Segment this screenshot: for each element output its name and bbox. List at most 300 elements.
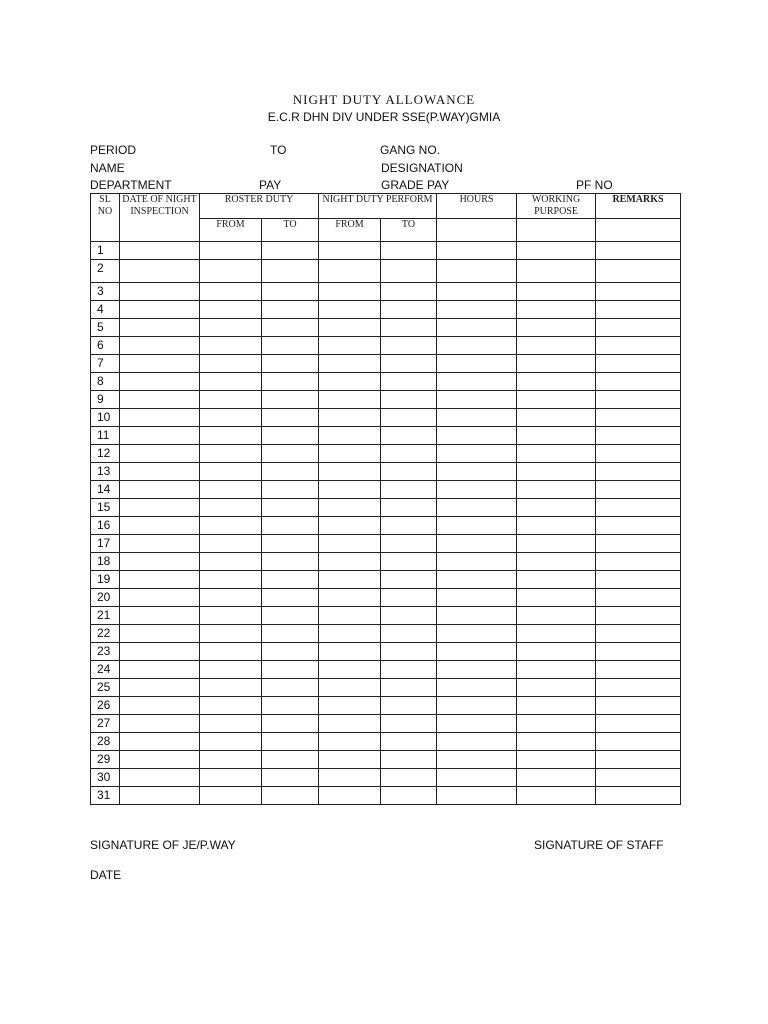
entry-cell[interactable] xyxy=(319,409,381,427)
entry-cell[interactable] xyxy=(319,481,381,499)
entry-cell[interactable] xyxy=(437,715,517,733)
entry-cell[interactable] xyxy=(596,427,681,445)
row-number: 21 xyxy=(91,607,120,625)
row-number: 8 xyxy=(91,373,120,391)
entry-cell[interactable] xyxy=(381,283,437,301)
row-number: 27 xyxy=(91,715,120,733)
entry-cell[interactable] xyxy=(319,283,381,301)
entry-cell[interactable] xyxy=(262,337,319,355)
entry-cell[interactable] xyxy=(319,355,381,373)
entry-cell[interactable] xyxy=(262,715,319,733)
entry-cell[interactable] xyxy=(120,661,200,679)
entry-cell[interactable] xyxy=(517,607,596,625)
table-row xyxy=(91,715,681,733)
entry-cell[interactable] xyxy=(120,283,200,301)
entry-cell[interactable] xyxy=(437,319,517,337)
form-title: NIGHT DUTY ALLOWANCE xyxy=(292,92,476,107)
entry-cell[interactable] xyxy=(596,337,681,355)
entry-cell[interactable] xyxy=(437,481,517,499)
row-number: 22 xyxy=(91,625,120,643)
entry-cell[interactable] xyxy=(120,319,200,337)
entry-cell[interactable] xyxy=(596,463,681,481)
entry-cell[interactable] xyxy=(596,409,681,427)
entry-cell[interactable] xyxy=(120,607,200,625)
pf-no-label: PF NO xyxy=(576,178,613,192)
entry-cell[interactable] xyxy=(120,409,200,427)
entry-cell[interactable] xyxy=(596,769,681,787)
entry-cell[interactable] xyxy=(120,769,200,787)
entry-cell[interactable] xyxy=(517,787,596,805)
entry-cell[interactable] xyxy=(319,553,381,571)
entry-cell[interactable] xyxy=(120,517,200,535)
entry-cell[interactable] xyxy=(262,409,319,427)
entry-cell[interactable] xyxy=(120,697,200,715)
entry-cell[interactable] xyxy=(120,589,200,607)
entry-cell[interactable] xyxy=(381,445,437,463)
entry-cell[interactable] xyxy=(262,355,319,373)
entry-cell[interactable] xyxy=(437,769,517,787)
entry-cell[interactable] xyxy=(200,517,262,535)
entry-cell[interactable] xyxy=(319,625,381,643)
entry-cell[interactable] xyxy=(120,751,200,769)
entry-cell[interactable] xyxy=(200,679,262,697)
entry-cell[interactable] xyxy=(596,242,681,260)
entry-cell[interactable] xyxy=(262,391,319,409)
entry-cell[interactable] xyxy=(200,697,262,715)
entry-cell[interactable] xyxy=(120,373,200,391)
entry-cell[interactable] xyxy=(120,679,200,697)
entry-cell[interactable] xyxy=(319,715,381,733)
entry-cell[interactable] xyxy=(319,260,381,283)
entry-cell[interactable] xyxy=(262,733,319,751)
entry-cell[interactable] xyxy=(596,553,681,571)
table-row xyxy=(91,553,681,571)
entry-cell[interactable] xyxy=(437,643,517,661)
header-remarks: REMARKS xyxy=(596,194,681,219)
entry-cell[interactable] xyxy=(200,409,262,427)
entry-cell[interactable] xyxy=(596,391,681,409)
entry-cell[interactable] xyxy=(517,242,596,260)
entry-cell[interactable] xyxy=(437,589,517,607)
entry-cell[interactable] xyxy=(381,553,437,571)
entry-cell[interactable] xyxy=(381,751,437,769)
row-number: 14 xyxy=(91,481,120,499)
entry-cell[interactable] xyxy=(517,769,596,787)
entry-cell[interactable] xyxy=(596,283,681,301)
entry-cell[interactable] xyxy=(319,445,381,463)
entry-cell[interactable] xyxy=(120,242,200,260)
entry-cell[interactable] xyxy=(517,679,596,697)
entry-cell[interactable] xyxy=(200,481,262,499)
entry-cell[interactable] xyxy=(517,715,596,733)
entry-cell[interactable] xyxy=(120,355,200,373)
entry-cell[interactable] xyxy=(517,499,596,517)
entry-cell[interactable] xyxy=(381,697,437,715)
entry-cell[interactable] xyxy=(517,463,596,481)
entry-cell[interactable] xyxy=(437,607,517,625)
entry-cell[interactable] xyxy=(596,319,681,337)
entry-cell[interactable] xyxy=(381,409,437,427)
entry-cell[interactable] xyxy=(120,337,200,355)
entry-cell[interactable] xyxy=(517,409,596,427)
entry-cell[interactable] xyxy=(262,679,319,697)
entry-cell[interactable] xyxy=(517,571,596,589)
entry-cell[interactable] xyxy=(437,283,517,301)
entry-cell[interactable] xyxy=(437,391,517,409)
entry-cell[interactable] xyxy=(262,697,319,715)
entry-cell[interactable] xyxy=(262,589,319,607)
entry-cell[interactable] xyxy=(319,697,381,715)
entry-cell[interactable] xyxy=(596,301,681,319)
entry-cell[interactable] xyxy=(437,517,517,535)
entry-cell[interactable] xyxy=(120,733,200,751)
table-row xyxy=(91,517,681,535)
entry-cell[interactable] xyxy=(200,319,262,337)
allowance-table xyxy=(90,193,681,805)
entry-cell[interactable] xyxy=(262,751,319,769)
entry-cell[interactable] xyxy=(517,589,596,607)
row-number: 20 xyxy=(91,589,120,607)
entry-cell[interactable] xyxy=(596,260,681,283)
entry-cell[interactable] xyxy=(200,787,262,805)
table-row xyxy=(91,337,681,355)
entry-cell[interactable] xyxy=(200,355,262,373)
table-row xyxy=(91,283,681,301)
entry-cell[interactable] xyxy=(596,643,681,661)
row-number: 19 xyxy=(91,571,120,589)
entry-cell[interactable] xyxy=(596,607,681,625)
entry-cell[interactable] xyxy=(262,643,319,661)
entry-cell[interactable] xyxy=(319,733,381,751)
table-row xyxy=(91,571,681,589)
entry-cell[interactable] xyxy=(200,499,262,517)
entry-cell[interactable] xyxy=(200,463,262,481)
department-label: DEPARTMENT xyxy=(90,178,172,192)
entry-cell[interactable] xyxy=(262,661,319,679)
entry-cell[interactable] xyxy=(381,337,437,355)
entry-cell[interactable] xyxy=(381,571,437,589)
header-date-of-night-inspection: DATE OF NIGHT INSPECTION xyxy=(120,194,200,242)
entry-cell[interactable] xyxy=(200,625,262,643)
row-number: 30 xyxy=(91,769,120,787)
entry-cell[interactable] xyxy=(517,445,596,463)
entry-cell[interactable] xyxy=(437,373,517,391)
row-number: 24 xyxy=(91,661,120,679)
entry-cell[interactable] xyxy=(120,481,200,499)
entry-cell[interactable] xyxy=(437,355,517,373)
table-row xyxy=(91,409,681,427)
table-row xyxy=(91,787,681,805)
entry-cell[interactable] xyxy=(517,553,596,571)
entry-cell[interactable] xyxy=(262,301,319,319)
entry-cell[interactable] xyxy=(262,445,319,463)
row-number: 3 xyxy=(91,283,120,301)
entry-cell[interactable] xyxy=(120,301,200,319)
entry-cell[interactable] xyxy=(381,517,437,535)
entry-cell[interactable] xyxy=(262,517,319,535)
name-label: NAME xyxy=(90,161,125,175)
entry-cell[interactable] xyxy=(517,283,596,301)
entry-cell[interactable] xyxy=(596,697,681,715)
entry-cell[interactable] xyxy=(517,319,596,337)
row-number: 10 xyxy=(91,409,120,427)
entry-cell[interactable] xyxy=(381,301,437,319)
entry-cell[interactable] xyxy=(200,373,262,391)
header-roster-to: TO xyxy=(262,219,319,242)
entry-cell[interactable] xyxy=(437,337,517,355)
row-number: 17 xyxy=(91,535,120,553)
entry-cell[interactable] xyxy=(517,535,596,553)
entry-cell[interactable] xyxy=(437,733,517,751)
entry-cell[interactable] xyxy=(596,589,681,607)
entry-cell[interactable] xyxy=(381,427,437,445)
table-row xyxy=(91,769,681,787)
entry-cell[interactable] xyxy=(200,260,262,283)
to-label: TO xyxy=(270,143,287,157)
entry-cell[interactable] xyxy=(381,373,437,391)
entry-cell[interactable] xyxy=(200,661,262,679)
entry-cell[interactable] xyxy=(517,391,596,409)
entry-cell[interactable] xyxy=(200,283,262,301)
entry-cell[interactable] xyxy=(120,391,200,409)
entry-cell[interactable] xyxy=(596,787,681,805)
entry-cell[interactable] xyxy=(120,463,200,481)
entry-cell[interactable] xyxy=(517,373,596,391)
entry-cell[interactable] xyxy=(381,463,437,481)
entry-cell[interactable] xyxy=(596,373,681,391)
entry-cell[interactable] xyxy=(381,535,437,553)
entry-cell[interactable] xyxy=(437,499,517,517)
entry-cell[interactable] xyxy=(200,391,262,409)
table-row xyxy=(91,625,681,643)
entry-cell[interactable] xyxy=(319,751,381,769)
entry-cell[interactable] xyxy=(120,787,200,805)
entry-cell[interactable] xyxy=(120,625,200,643)
entry-cell[interactable] xyxy=(319,337,381,355)
entry-cell[interactable] xyxy=(381,643,437,661)
entry-cell[interactable] xyxy=(437,679,517,697)
entry-cell[interactable] xyxy=(319,319,381,337)
entry-cell[interactable] xyxy=(200,607,262,625)
entry-cell[interactable] xyxy=(381,625,437,643)
entry-cell[interactable] xyxy=(120,499,200,517)
entry-cell[interactable] xyxy=(381,391,437,409)
entry-cell[interactable] xyxy=(381,769,437,787)
entry-cell[interactable] xyxy=(262,625,319,643)
entry-cell[interactable] xyxy=(262,373,319,391)
entry-cell[interactable] xyxy=(517,661,596,679)
entry-cell[interactable] xyxy=(262,553,319,571)
entry-cell[interactable] xyxy=(437,697,517,715)
entry-cell[interactable] xyxy=(596,625,681,643)
entry-cell[interactable] xyxy=(381,679,437,697)
header-roster-from: FROM xyxy=(200,219,262,242)
entry-cell[interactable] xyxy=(319,679,381,697)
entry-cell[interactable] xyxy=(596,733,681,751)
entry-cell[interactable] xyxy=(200,751,262,769)
entry-cell[interactable] xyxy=(517,697,596,715)
row-number: 1 xyxy=(91,242,120,260)
entry-cell[interactable] xyxy=(319,571,381,589)
entry-cell[interactable] xyxy=(596,751,681,769)
row-number: 9 xyxy=(91,391,120,409)
entry-cell[interactable] xyxy=(381,589,437,607)
row-number: 29 xyxy=(91,751,120,769)
entry-cell[interactable] xyxy=(517,337,596,355)
entry-cell[interactable] xyxy=(381,242,437,260)
entry-cell[interactable] xyxy=(596,445,681,463)
entry-cell[interactable] xyxy=(120,553,200,571)
entry-cell[interactable] xyxy=(517,517,596,535)
entry-cell[interactable] xyxy=(381,260,437,283)
entry-cell[interactable] xyxy=(319,499,381,517)
entry-cell[interactable] xyxy=(437,661,517,679)
entry-cell[interactable] xyxy=(437,260,517,283)
entry-cell[interactable] xyxy=(319,535,381,553)
entry-cell[interactable] xyxy=(120,260,200,283)
entry-cell[interactable] xyxy=(262,463,319,481)
entry-cell[interactable] xyxy=(120,715,200,733)
entry-cell[interactable] xyxy=(319,787,381,805)
entry-cell[interactable] xyxy=(517,643,596,661)
entry-cell[interactable] xyxy=(120,535,200,553)
entry-cell[interactable] xyxy=(262,242,319,260)
entry-cell[interactable] xyxy=(262,427,319,445)
entry-cell[interactable] xyxy=(437,553,517,571)
entry-cell[interactable] xyxy=(319,589,381,607)
entry-cell[interactable] xyxy=(381,607,437,625)
entry-cell[interactable] xyxy=(596,517,681,535)
entry-cell[interactable] xyxy=(381,715,437,733)
entry-cell[interactable] xyxy=(262,571,319,589)
entry-cell[interactable] xyxy=(596,481,681,499)
entry-cell[interactable] xyxy=(437,242,517,260)
row-number: 28 xyxy=(91,733,120,751)
entry-cell[interactable] xyxy=(437,409,517,427)
entry-cell[interactable] xyxy=(262,499,319,517)
entry-cell[interactable] xyxy=(319,427,381,445)
table-row xyxy=(91,751,681,769)
entry-cell[interactable] xyxy=(381,355,437,373)
entry-cell[interactable] xyxy=(596,571,681,589)
entry-cell[interactable] xyxy=(319,517,381,535)
entry-cell[interactable] xyxy=(200,301,262,319)
entry-cell[interactable] xyxy=(319,301,381,319)
entry-cell[interactable] xyxy=(120,427,200,445)
entry-cell[interactable] xyxy=(120,643,200,661)
entry-cell[interactable] xyxy=(262,481,319,499)
entry-cell[interactable] xyxy=(120,445,200,463)
entry-cell[interactable] xyxy=(437,625,517,643)
row-number: 23 xyxy=(91,643,120,661)
entry-cell[interactable] xyxy=(262,260,319,283)
table-row xyxy=(91,697,681,715)
entry-cell[interactable] xyxy=(319,607,381,625)
entry-cell[interactable] xyxy=(120,571,200,589)
entry-cell[interactable] xyxy=(596,661,681,679)
entry-cell[interactable] xyxy=(200,535,262,553)
entry-cell[interactable] xyxy=(517,751,596,769)
entry-cell[interactable] xyxy=(517,260,596,283)
signature-staff-label: SIGNATURE OF STAFF xyxy=(534,838,664,852)
table-row xyxy=(91,445,681,463)
header-hours-blank xyxy=(437,219,517,242)
entry-cell[interactable] xyxy=(200,769,262,787)
entry-cell[interactable] xyxy=(381,787,437,805)
table-row xyxy=(91,373,681,391)
entry-cell[interactable] xyxy=(517,733,596,751)
entry-cell[interactable] xyxy=(596,679,681,697)
header-working-purpose-blank xyxy=(517,219,596,242)
entry-cell[interactable] xyxy=(200,733,262,751)
entry-cell[interactable] xyxy=(437,787,517,805)
entry-cell[interactable] xyxy=(200,553,262,571)
entry-cell[interactable] xyxy=(437,571,517,589)
entry-cell[interactable] xyxy=(596,355,681,373)
entry-cell[interactable] xyxy=(262,607,319,625)
entry-cell[interactable] xyxy=(517,625,596,643)
entry-cell[interactable] xyxy=(437,535,517,553)
entry-cell[interactable] xyxy=(262,769,319,787)
entry-cell[interactable] xyxy=(200,571,262,589)
entry-cell[interactable] xyxy=(381,499,437,517)
table-row xyxy=(91,499,681,517)
entry-cell[interactable] xyxy=(381,319,437,337)
entry-cell[interactable] xyxy=(200,242,262,260)
header-remarks-blank xyxy=(596,219,681,242)
entry-cell[interactable] xyxy=(319,373,381,391)
table-row xyxy=(91,535,681,553)
entry-cell[interactable] xyxy=(381,733,437,751)
entry-cell[interactable] xyxy=(319,391,381,409)
entry-cell[interactable] xyxy=(437,463,517,481)
entry-cell[interactable] xyxy=(319,661,381,679)
entry-cell[interactable] xyxy=(381,481,437,499)
entry-cell[interactable] xyxy=(262,535,319,553)
entry-cell[interactable] xyxy=(517,301,596,319)
row-number: 2 xyxy=(91,260,120,283)
entry-cell[interactable] xyxy=(437,301,517,319)
row-number: 4 xyxy=(91,301,120,319)
entry-cell[interactable] xyxy=(319,463,381,481)
entry-cell[interactable] xyxy=(262,319,319,337)
entry-cell[interactable] xyxy=(319,643,381,661)
entry-cell[interactable] xyxy=(200,589,262,607)
entry-cell[interactable] xyxy=(200,445,262,463)
entry-cell[interactable] xyxy=(437,751,517,769)
entry-cell[interactable] xyxy=(596,499,681,517)
entry-cell[interactable] xyxy=(200,715,262,733)
entry-cell[interactable] xyxy=(200,427,262,445)
header-sl-no: SL NO xyxy=(91,194,120,242)
entry-cell[interactable] xyxy=(517,427,596,445)
entry-cell[interactable] xyxy=(596,715,681,733)
entry-cell[interactable] xyxy=(517,355,596,373)
entry-cell[interactable] xyxy=(381,661,437,679)
entry-cell[interactable] xyxy=(262,283,319,301)
entry-cell[interactable] xyxy=(200,643,262,661)
entry-cell[interactable] xyxy=(262,787,319,805)
entry-cell[interactable] xyxy=(437,445,517,463)
designation-label: DESIGNATION xyxy=(381,161,463,175)
entry-cell[interactable] xyxy=(596,535,681,553)
entry-cell[interactable] xyxy=(319,242,381,260)
row-number: 6 xyxy=(91,337,120,355)
entry-cell[interactable] xyxy=(319,769,381,787)
entry-cell[interactable] xyxy=(437,427,517,445)
entry-cell[interactable] xyxy=(200,337,262,355)
entry-cell[interactable] xyxy=(517,481,596,499)
